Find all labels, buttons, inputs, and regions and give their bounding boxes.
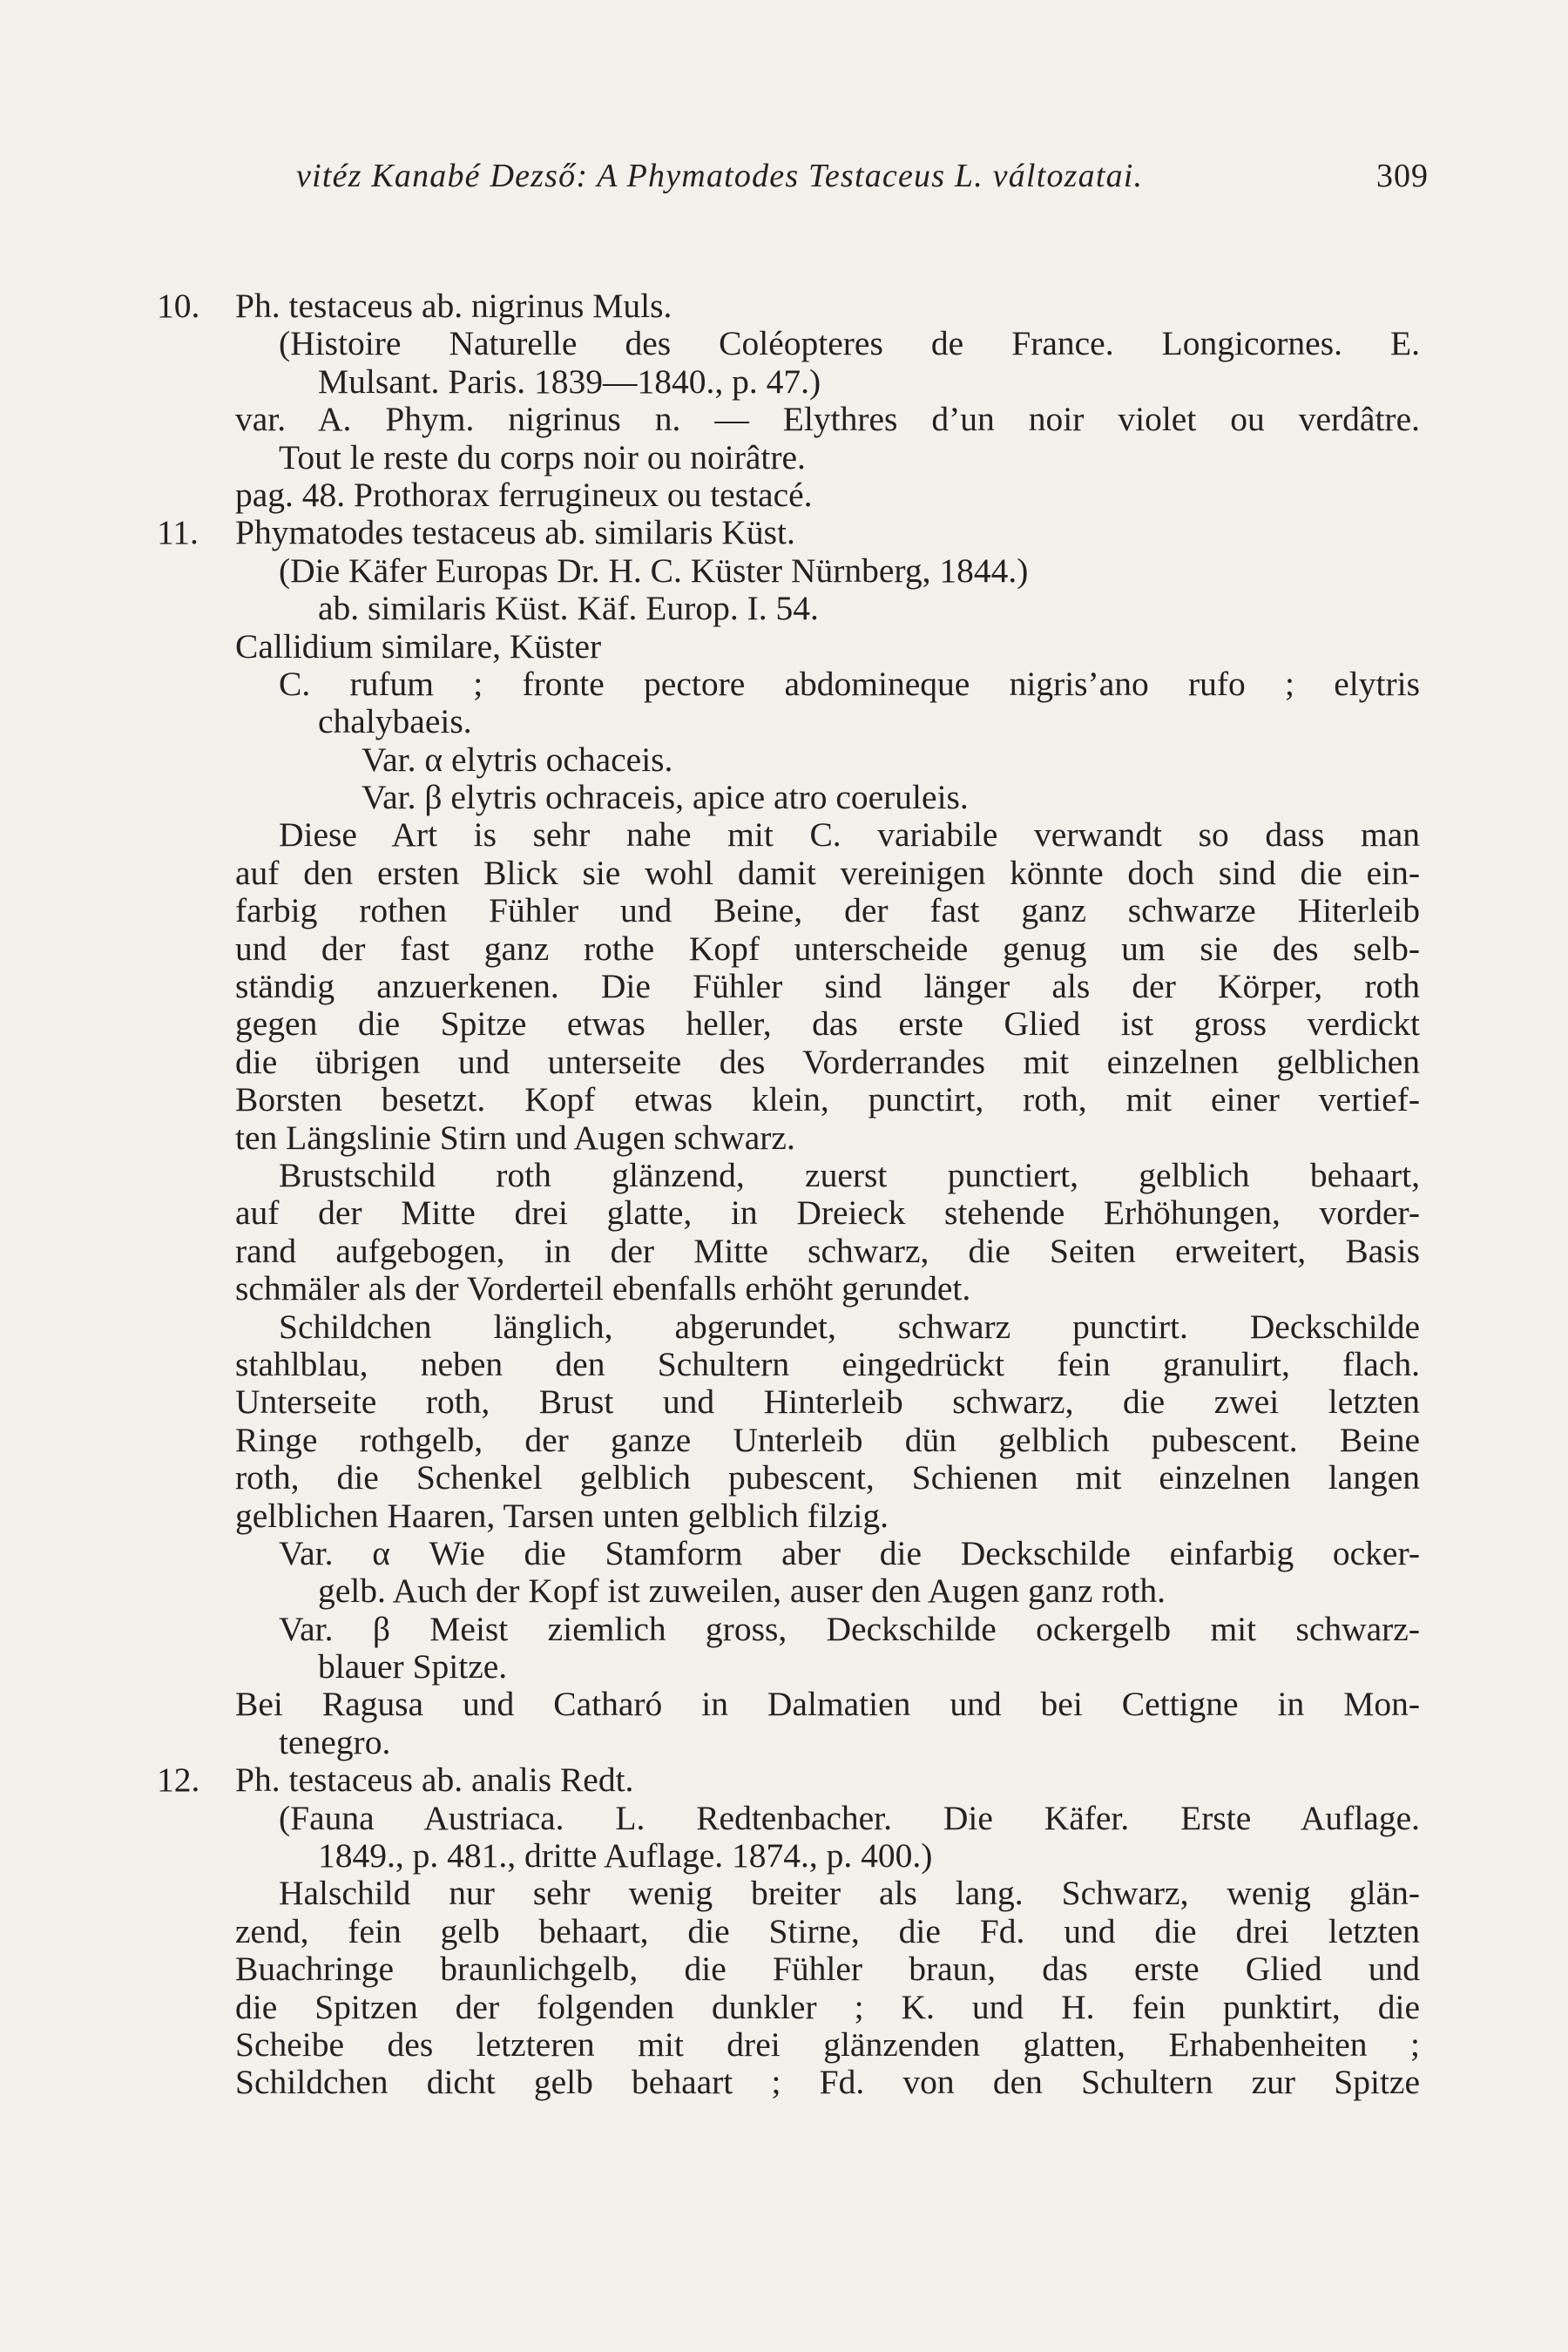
text-line xyxy=(157,1346,1420,1383)
line-text: zend, fein gelb behaart, die Stirne, die Fd. und die drei letzten xyxy=(235,1912,1420,1950)
text-line xyxy=(157,1875,1420,1912)
line-text: Scheibe des letzteren mit drei glänzenden glatten, Erhabenheiten ; xyxy=(235,2025,1420,2064)
line-text: pag. 48. Prothorax ferrugineux ou testacé. xyxy=(235,475,813,514)
line-text: (Die Käfer Europas Dr. H. C. Küster Nürnberg, 1844.) xyxy=(279,551,1029,590)
running-header xyxy=(296,155,1429,197)
text-line xyxy=(157,1535,1420,1572)
text-line xyxy=(157,2026,1420,2064)
text-line xyxy=(157,552,1420,590)
line-text: Phymatodes testaceus ab. similaris Küst. xyxy=(235,513,795,552)
line-text: Var. β elytris ochraceis, apice atro coeruleis. xyxy=(362,778,969,817)
text-line xyxy=(157,363,1420,401)
text-line xyxy=(157,1459,1420,1497)
line-text: Diese Art is sehr nahe mit C. variabile verwandt so dass man xyxy=(279,816,1420,855)
line-text: Borsten besetzt. Kopf etwas klein, punctirt, roth, mit einer vertief- xyxy=(235,1081,1420,1119)
line-text: Mulsant. Paris. 1839—1840., p. 47.) xyxy=(318,362,821,401)
text-line xyxy=(157,287,1420,325)
text-line xyxy=(157,1194,1420,1232)
line-text: auf den ersten Blick sie wohl damit vereinigen könnte doch sind die ein- xyxy=(235,854,1420,892)
line-text: auf der Mitte drei glatte, in Dreieck stehende Erhöhungen, vorder- xyxy=(235,1194,1420,1233)
text-line xyxy=(157,2064,1420,2101)
text-line xyxy=(157,1119,1420,1157)
line-text: Schildchen dicht gelb behaart ; Fd. von den Schultern zur Spitze xyxy=(235,2064,1420,2102)
text-line xyxy=(157,666,1420,703)
text-line xyxy=(157,1611,1420,1648)
text-line xyxy=(157,1308,1420,1346)
text-line xyxy=(157,1800,1420,1837)
text-line xyxy=(157,1837,1420,1875)
line-text: var. A. Phym. nigrinus n. — Elythres d’un noir violet ou verdâtre. xyxy=(235,401,1420,439)
text-line xyxy=(157,779,1420,816)
text-line xyxy=(157,1081,1420,1119)
line-text: Ph. testaceus ab. analis Redt. xyxy=(235,1761,634,1800)
line-text: (Histoire Naturelle des Coléopteres de France. Longicornes. E. xyxy=(279,325,1420,363)
line-text: ab. similaris Küst. Käf. Europ. I. 54. xyxy=(318,589,819,628)
text-line xyxy=(157,1497,1420,1535)
line-text: 1849., p. 481., dritte Auflage. 1874., p. 400.) xyxy=(318,1836,933,1876)
line-text: farbig rothen Fühler und Beine, der fast ganz schwarze Hiterleib xyxy=(235,892,1420,930)
text-line xyxy=(157,1005,1420,1043)
line-text: stahlblau, neben den Schultern eingedrückt fein granulirt, flach. xyxy=(235,1345,1420,1383)
line-text: Callidium similare, Küster xyxy=(235,626,602,666)
text-line xyxy=(157,930,1420,968)
line-text: Brustschild roth glänzend, zuerst punctiert, gelblich behaart, xyxy=(279,1156,1420,1194)
line-text: rand aufgebogen, in der Mitte schwarz, die Seiten erweitert, Basis xyxy=(235,1232,1420,1270)
text-line xyxy=(157,968,1420,1005)
entry-number: 10. xyxy=(157,287,200,325)
text-line xyxy=(157,476,1420,514)
line-text: Var. α Wie die Stamform aber die Deckschilde einfarbig ocker- xyxy=(279,1534,1420,1572)
line-text: Halschild nur sehr wenig breiter als lang. Schwarz, wenig glän- xyxy=(279,1875,1420,1913)
page-number: 309 xyxy=(1376,158,1429,194)
line-text: die übrigen und unterseite des Vorderrandes mit einzelnen gelblichen xyxy=(235,1043,1420,1081)
text-line xyxy=(157,325,1420,362)
text-line xyxy=(157,1913,1420,1950)
line-text: blauer Spitze. xyxy=(318,1647,508,1686)
line-text: Var. α elytris ochaceis. xyxy=(362,740,673,779)
line-text: die Spitzen der folgenden dunkler ; K. und H. fein punktirt, die xyxy=(235,1988,1420,2026)
line-text: Tout le reste du corps noir ou noirâtre. xyxy=(279,437,806,476)
line-text: C. rufum ; fronte pectore abdomineque nigris’ano rufo ; elytris xyxy=(279,665,1420,703)
text-line xyxy=(157,1648,1420,1686)
text-line xyxy=(157,1572,1420,1610)
line-text: Ringe rothgelb, der ganze Unterleib dün gelblich pubescent. Beine xyxy=(235,1421,1420,1459)
text-line xyxy=(157,1383,1420,1421)
text-line xyxy=(157,703,1420,740)
line-text: Unterseite roth, Brust und Hinterleib schwarz, die zwei letzten xyxy=(235,1383,1420,1422)
text-line xyxy=(157,514,1420,551)
text-line xyxy=(157,1270,1420,1308)
text-line xyxy=(157,892,1420,929)
text-line xyxy=(157,1686,1420,1723)
line-text: Buachringe braunlichgelb, die Fühler braun, das erste Glied und xyxy=(235,1950,1420,1989)
text-line xyxy=(157,1761,1420,1799)
text-line xyxy=(157,1724,1420,1761)
text-line xyxy=(157,628,1420,666)
line-text: Bei Ragusa und Catharó in Dalmatien und bei Cettigne in Mon- xyxy=(235,1686,1420,1724)
line-text: schmäler als der Vorderteil ebenfalls erhöht gerundet. xyxy=(235,1269,971,1308)
text-line xyxy=(157,1950,1420,1988)
text-line xyxy=(157,816,1420,854)
line-text: Schildchen länglich, abgerundet, schwarz punctirt. Deckschilde xyxy=(279,1308,1420,1346)
text-line xyxy=(157,855,1420,892)
line-text: chalybaeis. xyxy=(318,702,472,741)
running-title: vitéz Kanabé Dezső: A Phymatodes Testaceus L. változatai. xyxy=(296,158,1144,194)
line-text: roth, die Schenkel gelblich pubescent, Schienen mit einzelnen langen xyxy=(235,1459,1420,1497)
entry-number: 12. xyxy=(157,1761,200,1800)
body-text xyxy=(157,287,1420,2102)
text-line xyxy=(157,590,1420,627)
text-line xyxy=(157,1044,1420,1081)
line-text: gegen die Spitze etwas heller, das erste Glied ist gross verdickt xyxy=(235,1005,1420,1044)
text-line xyxy=(157,741,1420,779)
line-text: gelblichen Haaren, Tarsen unten gelblich filzig. xyxy=(235,1496,889,1535)
text-line xyxy=(157,1157,1420,1194)
line-text: (Fauna Austriaca. L. Redtenbacher. Die Käfer. Erste Auflage. xyxy=(279,1799,1420,1837)
line-text: ständig anzuerkenen. Die Fühler sind länger als der Körper, roth xyxy=(235,968,1420,1006)
text-line xyxy=(157,401,1420,438)
line-text: und der fast ganz rothe Kopf unterscheide genug um sie des selb- xyxy=(235,929,1420,968)
line-text: gelb. Auch der Kopf ist zuweilen, auser den Augen ganz roth. xyxy=(318,1571,1166,1611)
text-line xyxy=(157,1422,1420,1459)
line-text: Var. β Meist ziemlich gross, Deckschilde ockergelb mit schwarz- xyxy=(279,1610,1420,1648)
text-line xyxy=(157,1989,1420,2026)
line-text: ten Längslinie Stirn und Augen schwarz. xyxy=(235,1118,795,1157)
text-line xyxy=(157,1233,1420,1270)
text-line xyxy=(157,439,1420,476)
entry-number: 11. xyxy=(157,513,199,552)
line-text: tenegro. xyxy=(279,1722,391,1761)
line-text: Ph. testaceus ab. nigrinus Muls. xyxy=(235,287,672,325)
